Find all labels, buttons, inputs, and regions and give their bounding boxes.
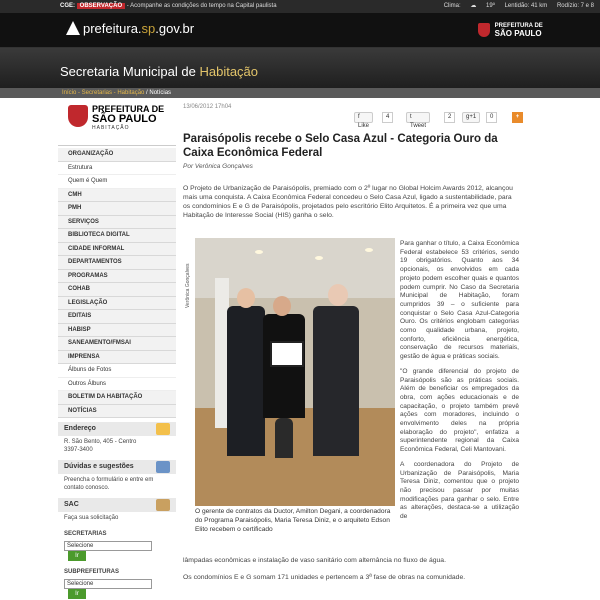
article-date: 13/06/2012 17h04 xyxy=(183,104,232,110)
secretarias-go-button[interactable]: Ir xyxy=(68,551,86,561)
endereco-box: Endereço R. São Bento, 405 - Centro 3397-3400 xyxy=(58,422,176,456)
subprefeituras-box: SUBPREFEITURAS SelecioneIr xyxy=(58,566,176,600)
duvidas-box[interactable]: Dúvidas e sugestões Preencha o formulário e entre em contato conosco. xyxy=(58,460,176,494)
chat-icon xyxy=(156,461,170,473)
cge-message[interactable]: - Acompanhe as condições do tempo na Capital paulista xyxy=(126,3,277,9)
subprefeituras-select[interactable]: Selecione xyxy=(64,579,152,589)
paragraph: Para ganhar o título, a Caixa Econômica Federal estabelece 53 critérios, sendo 19 obrigatórios. Quanto aos 34 opcionais, os envolvidos em cada projeto podem escolher quais e quantos podem cumprir. No Caso da Secretaria Municipal de Habitação, foram cumpridos 39 – o suficiente para conquistar o Selo Casa Azul-Categoria Ouro. Os critérios englobam categorias como qualidade urbana, projeto, conforto, eficiência energética, conservação de recursos materiais, gestão de água e práticas sociais. xyxy=(400,240,519,361)
site-header xyxy=(0,13,600,48)
sp-logo-icon xyxy=(66,21,80,35)
paragraph: "O grande diferencial do projeto de Paraisópolis são as práticas sociais. Além de beneficiar os empregados da obra, com ações educacionais e de capacitação, o projeto também prevê ações com moradores, incluindo o envolvimento deles na própria elaboração do projeto", enfatiza a superintendente regional da Caixa Econômica Federal, Celi Mantovani. xyxy=(400,367,519,454)
facebook-like-button[interactable]: f Like xyxy=(354,112,373,123)
sidebar-item-editais[interactable]: EDITAIS xyxy=(58,310,176,324)
temperature: 19º xyxy=(486,3,495,9)
crest-icon xyxy=(68,105,88,127)
sac-box[interactable]: SAC Faça sua solicitação xyxy=(58,498,176,524)
sidebar-item-quem-e-quem[interactable]: Quem é Quem xyxy=(58,175,176,189)
people-icon xyxy=(156,499,170,511)
sidebar-item-imprensa[interactable]: IMPRENSA xyxy=(58,351,176,365)
crest-icon xyxy=(478,23,490,37)
paragraph: lâmpadas econômicas e instalação de vaso sanitário com alternância no fluxo de água. xyxy=(183,557,446,564)
facebook-icon: f xyxy=(358,114,360,120)
like-count: 4 xyxy=(382,112,393,123)
photo-credit: Verônica Gonçalves xyxy=(185,263,191,308)
sidebar-item-pmh[interactable]: PMH xyxy=(58,202,176,216)
article-intro: O Projeto de Urbanização de Paraisópolis, premiado com o 2º lugar no Global Holcim Awards 2012, alcançou mais uma conquista. A Caixa Econômica Federal concedeu o Selo Casa Azul, ligado a sustentabilidade, para os condomínios E e G de Paraisópolis, projetados pelo escritório Elito Arquitetos. É a primeira vez que uma Habitação de Interesse Social (HIS) ganha o selo. xyxy=(183,185,513,219)
sidebar-item-biblioteca-digital[interactable]: BIBLIOTECA DIGITAL xyxy=(58,229,176,243)
sidebar-item-habisp[interactable]: HABISP xyxy=(58,324,176,338)
secretarias-box: SECRETARIAS SelecioneIr xyxy=(58,528,176,562)
sidebar-item-cidade-informal[interactable]: CIDADE INFORMAL xyxy=(58,243,176,257)
sidebar-menu xyxy=(58,148,176,418)
sidebar-item-cohab[interactable]: COHAB xyxy=(58,283,176,297)
paragraph: Os condomínios E e G somam 171 unidades e pertencem a 3ª fase de obras na comunidade. xyxy=(183,574,466,581)
lentidao: Lentidão: 41 km xyxy=(504,3,548,9)
breadcrumb xyxy=(0,88,600,98)
sidebar-item-servicos[interactable]: SERVIÇOS xyxy=(58,216,176,230)
sidebar-item-albuns-de-fotos[interactable]: Álbuns de Fotos xyxy=(58,364,176,378)
sidebar-item-outros-albuns[interactable]: Outros Álbuns xyxy=(58,378,176,392)
prefeitura-logo[interactable]: PREFEITURA DE SÃO PAULO xyxy=(478,23,543,39)
tweet-button[interactable]: t Tweet xyxy=(406,112,430,123)
mail-icon xyxy=(156,423,170,435)
sidebar-item-estrutura[interactable]: Estrutura xyxy=(58,162,176,176)
share-plus-button[interactable]: + xyxy=(512,112,523,123)
cge-bar xyxy=(0,0,600,13)
sidebar-item-boletim-da-habitacao[interactable]: BOLETIM DA HABITAÇÃO xyxy=(58,391,176,405)
tweet-count: 2 xyxy=(444,112,455,123)
sidebar-item-departamentos[interactable]: DEPARTAMENTOS xyxy=(58,256,176,270)
page-title: Secretaria Municipal de Habitação xyxy=(60,64,259,79)
gplus-count: 0 xyxy=(486,112,497,123)
rodizio: Rodízio: 7 e 8 xyxy=(556,3,594,9)
site-logo[interactable]: prefeitura.sp.gov.br xyxy=(66,21,194,36)
sidebar-item-legislacao[interactable]: LEGISLAÇÃO xyxy=(58,297,176,311)
article-body-right xyxy=(400,240,519,528)
article-title: Paraisópolis recebe o Selo Casa Azul - Categoria Ouro da Caixa Econômica Federal xyxy=(183,133,498,159)
paragraph: A coordenadora do Projeto de Urbanização de Paraisópolis, Maria Teresa Diniz, comentou que o projeto não precisou passar por muitas modificações para ganhar o selo. Entre as alterações, destaca-se a utilização de xyxy=(400,460,519,521)
secretarias-select[interactable]: Selecione xyxy=(64,541,152,551)
sidebar xyxy=(58,100,176,600)
breadcrumb-current: / Notícias xyxy=(144,90,172,96)
sidebar-item-programas[interactable]: PROGRAMAS xyxy=(58,270,176,284)
cge-label: CGE: xyxy=(60,3,75,9)
article-byline: Por Verônica Gonçalves xyxy=(183,163,253,170)
sidebar-item-organizacao[interactable]: ORGANIZAÇÃO xyxy=(58,148,176,162)
gplus-button[interactable]: g+1 xyxy=(462,112,480,123)
observacao-badge[interactable]: OBSERVAÇÃO xyxy=(77,3,125,9)
article-body-bottom xyxy=(183,556,519,582)
sidebar-item-cmh[interactable]: CMH xyxy=(58,189,176,203)
certificate xyxy=(270,341,304,367)
clima-label: Clima: xyxy=(443,3,461,9)
google-icon: g xyxy=(466,114,470,120)
subprefeituras-go-button[interactable]: Ir xyxy=(68,589,86,599)
photo-caption: O gerente de contratos da Ductor, Amilton Degani, a coordenadora do Programa Paraisópolis, Maria Teresa Diniz, e o arquiteto Edson Elito recebem o certificado xyxy=(195,508,391,533)
breadcrumb-links[interactable]: Início - Secretarias - Habitação xyxy=(62,90,145,96)
article-photo[interactable] xyxy=(195,238,395,506)
weather-icon: ☁ xyxy=(470,3,477,9)
sidebar-item-saneamento-fmsai[interactable]: SANEAMENTO/FMSAI xyxy=(58,337,176,351)
twitter-icon: t xyxy=(410,114,412,120)
sidebar-item-noticias[interactable]: NOTÍCIAS xyxy=(58,405,176,419)
sidebar-logo[interactable]: PREFEITURA DE SÃO PAULO HABITAÇÃO xyxy=(58,100,176,146)
